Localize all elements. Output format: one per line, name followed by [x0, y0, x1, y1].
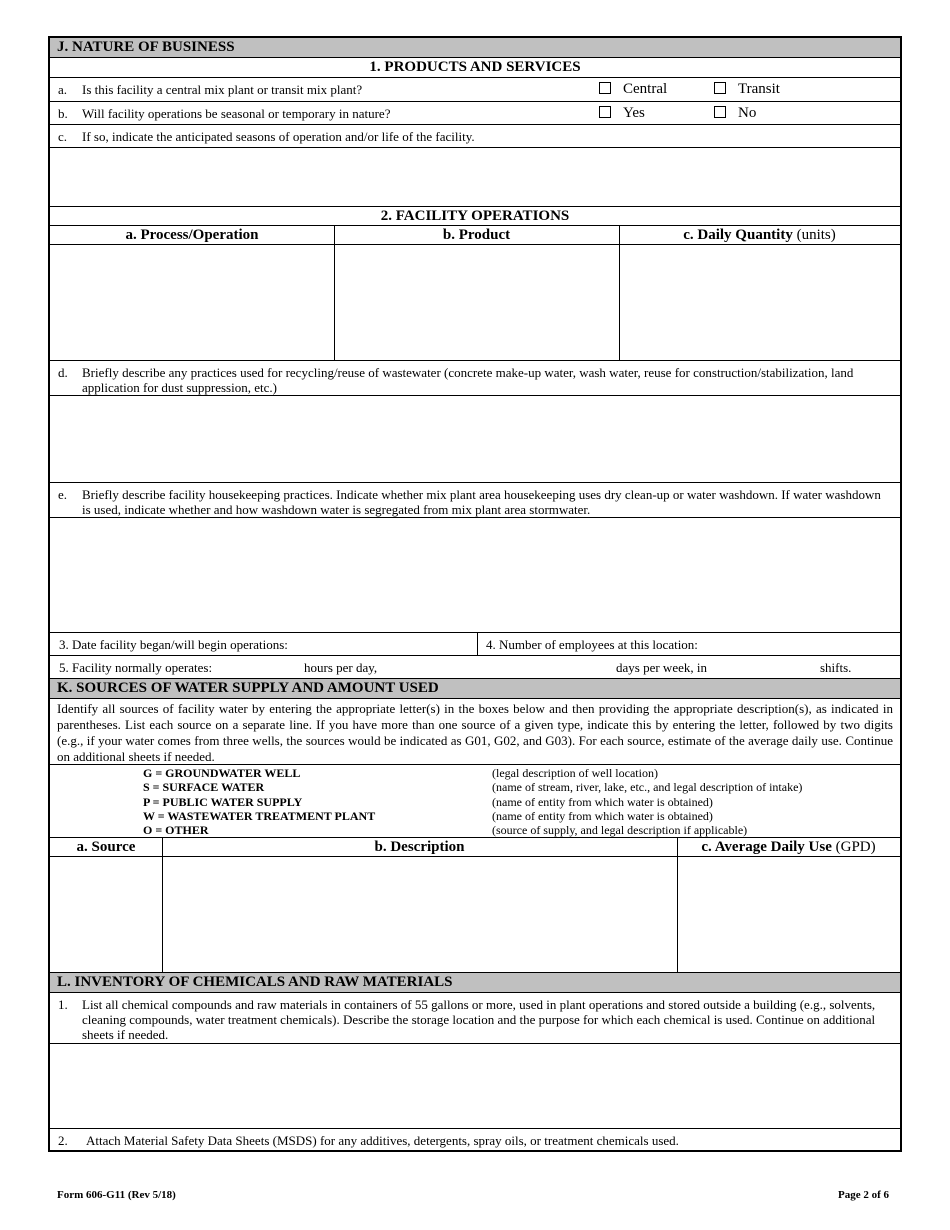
source-header: a. Source: [76, 839, 136, 855]
question-d-row: [50, 361, 900, 396]
process-operation-field[interactable]: [50, 245, 334, 360]
chemicals-question-row: [50, 993, 900, 1044]
recycling-answer-field[interactable]: [50, 396, 900, 483]
code-groundwater: G = GROUNDWATER WELL: [143, 766, 301, 780]
code-description-list: [492, 766, 802, 837]
code-other: O = OTHER: [143, 823, 209, 838]
page-number: Page 2 of 6: [837, 1189, 889, 1201]
average-daily-use-units: (GPD): [831, 839, 876, 855]
housekeeping-answer-field[interactable]: [50, 518, 900, 633]
facility-operations-title: 2. FACILITY OPERATIONS: [380, 208, 570, 224]
code-desc-wastewater-plant: (name of entity from which water is obtained): [492, 808, 713, 823]
column-divider: [477, 633, 478, 655]
products-services-title: 1. PRODUCTS AND SERVICES: [369, 59, 581, 75]
water-source-column-headers: [50, 838, 900, 857]
no-option[interactable]: [714, 105, 756, 122]
section-j-title: J. NATURE OF BUSINESS: [57, 39, 235, 55]
central-option[interactable]: [599, 81, 667, 98]
chemicals-question-text: List all chemical compounds and raw materials in containers of 55 gallons or more, used in plant operations and stored outside a building (e.g., solvents, cleaning compounds, water treatment chemicals). Describe the storage location and the purpose for which each chemical is used. Continue on additional sheets if needed.: [82, 997, 876, 1042]
instructions-text: Identify all sources of facility water by entering the appropriate letter(s) in the boxes below and then providing the appropriate description(s), as indicated in parentheses. List each source on a separate line. If you have more than one source of a given type, indicate this by entering the letter, followed by two digits (e.g., if your water comes from three wells, the sources would be indicated as G01, G02, and G03). For each source, estimate of the average daily use. Continue on additional sheets if needed.: [57, 701, 893, 764]
question-a-row: [50, 78, 900, 102]
code-wastewater-plant: W = WASTEWATER TREATMENT PLANT: [143, 808, 376, 823]
central-label: Central: [623, 81, 668, 97]
source-code-legend: [50, 765, 900, 838]
form-number: Form 606-G11 (Rev 5/18): [57, 1189, 176, 1201]
process-operation-header: a. Process/Operation: [125, 227, 259, 243]
question-e-label: e.: [58, 487, 68, 502]
code-public-supply: P = PUBLIC WATER SUPPLY: [143, 794, 303, 809]
daily-quantity-header: [619, 226, 900, 244]
section-l-title: L. INVENTORY OF CHEMICALS AND RAW MATERIALS: [57, 974, 453, 990]
average-daily-use-header: [677, 838, 900, 856]
shifts-label: shifts.: [820, 660, 852, 675]
transit-checkbox[interactable]: [714, 82, 726, 94]
water-source-table-body: [50, 857, 900, 973]
yes-option[interactable]: [599, 105, 645, 122]
seasons-answer-field[interactable]: [50, 148, 900, 207]
msds-label: 2.: [58, 1133, 68, 1148]
question-e-row: [50, 483, 900, 518]
hours-per-day-label: hours per day,: [304, 660, 378, 675]
product-field[interactable]: [335, 245, 619, 360]
question-c-label: c.: [58, 129, 68, 144]
date-employees-row: [50, 633, 900, 656]
no-checkbox[interactable]: [714, 106, 726, 118]
column-divider: [334, 226, 335, 244]
yes-checkbox[interactable]: [599, 106, 611, 118]
code-desc-other: (source of supply, and legal description if applicable): [492, 823, 748, 838]
question-b-label: b.: [58, 106, 68, 121]
products-services-heading: [50, 58, 900, 78]
msds-text: Attach Material Safety Data Sheets (MSDS) for any additives, detergents, spray oils, or treatment chemicals used.: [86, 1133, 679, 1148]
section-k-header: [50, 679, 900, 699]
question-c-text: If so, indicate the anticipated seasons of operation and/or life of the facility.: [82, 129, 475, 144]
form-page: [48, 36, 902, 1152]
chemicals-answer-field[interactable]: [50, 1044, 900, 1129]
daily-quantity-label: c. Daily Quantity: [683, 227, 793, 243]
operating-schedule-row: [50, 656, 900, 679]
column-divider: [619, 226, 620, 244]
product-header: b. Product: [442, 227, 511, 243]
question-a-text: Is this facility a central mix plant or transit mix plant?: [82, 82, 363, 97]
daily-quantity-units: (units): [792, 227, 836, 243]
question-d-label: d.: [58, 365, 68, 380]
transit-label: Transit: [738, 81, 780, 97]
chemicals-question-label: 1.: [58, 997, 68, 1012]
section-k-title: K. SOURCES OF WATER SUPPLY AND AMOUNT USED: [57, 680, 439, 696]
question-d-text: Briefly describe any practices used for recycling/reuse of wastewater (concrete make-up water, wash water, reuse for construction/stabilization, land application for dust suppression, etc.): [82, 365, 854, 395]
transit-option[interactable]: [714, 81, 780, 98]
employees-label: 4. Number of employees at this location:: [486, 637, 698, 652]
no-label: No: [738, 105, 757, 121]
facility-operations-heading: [50, 207, 900, 226]
days-per-week-label: days per week, in: [616, 660, 707, 675]
average-daily-use-field[interactable]: [678, 857, 900, 972]
operations-column-headers: [50, 226, 900, 245]
average-daily-use-label: c. Average Daily Use: [701, 839, 832, 855]
question-e-text: Briefly describe facility housekeeping practices. Indicate whether mix plant area housekeeping uses dry clean-up or water washdown. If water washdown is used, indicate whether and how washdown water is segregated from mix plant area stormwater.: [82, 487, 881, 517]
section-j-header: [50, 38, 900, 58]
column-divider: [677, 838, 678, 856]
daily-quantity-field[interactable]: [620, 245, 900, 360]
description-header: b. Description: [374, 839, 465, 855]
source-field[interactable]: [50, 857, 162, 972]
description-field[interactable]: [163, 857, 677, 972]
operations-table-body: [50, 245, 900, 361]
code-desc-groundwater: (legal description of well location): [492, 766, 658, 780]
code-surface-water: S = SURFACE WATER: [143, 780, 265, 795]
question-a-label: a.: [58, 82, 68, 97]
question-b-row: [50, 102, 900, 125]
msds-row: [50, 1129, 900, 1150]
question-c-row: [50, 125, 900, 148]
section-l-header: [50, 973, 900, 993]
operates-label: 5. Facility normally operates:: [59, 660, 213, 675]
code-list: [143, 766, 375, 837]
water-source-instructions: [50, 699, 900, 765]
yes-label: Yes: [623, 105, 645, 121]
central-checkbox[interactable]: [599, 82, 611, 94]
column-divider: [162, 838, 163, 856]
question-b-text: Will facility operations be seasonal or temporary in nature?: [82, 106, 391, 121]
start-date-label: 3. Date facility began/will begin operations:: [59, 637, 288, 652]
code-desc-public-supply: (name of entity from which water is obtained): [492, 794, 713, 809]
code-desc-surface-water: (name of stream, river, lake, etc., and legal description of intake): [492, 780, 803, 795]
